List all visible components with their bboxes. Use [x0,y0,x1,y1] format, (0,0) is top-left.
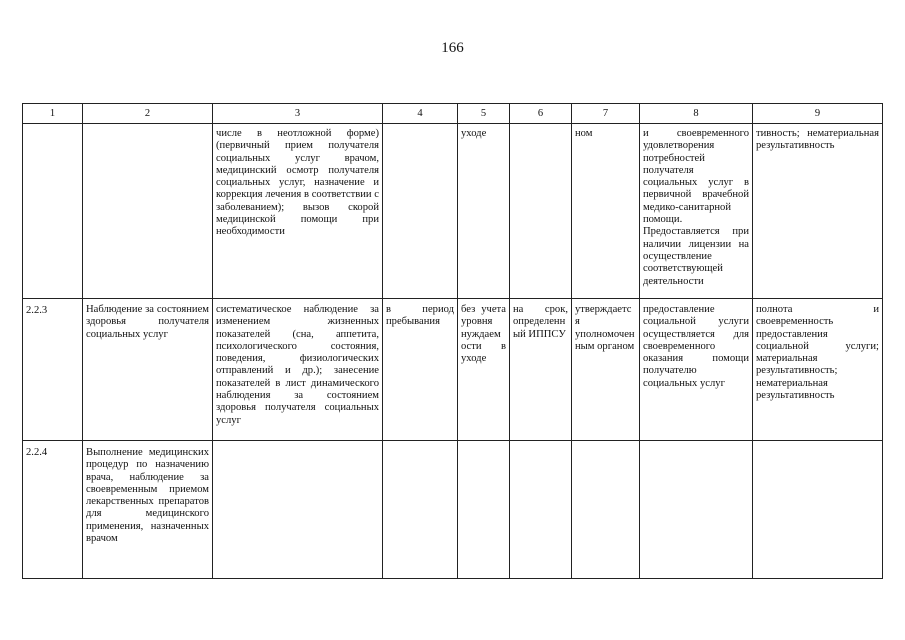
page-number: 166 [441,40,464,56]
service-period [383,441,458,579]
service-name: Наблюдение за состоянием здоровья получателя социальных услуг [83,299,213,441]
header-col-9: 9 [753,104,883,124]
header-col-7: 7 [572,104,640,124]
service-tariff: ном [572,124,640,299]
service-period: в период пребывания [383,299,458,441]
service-quality: тивность; нематериальная результативность [753,124,883,299]
service-term [510,441,572,579]
header-col-3: 3 [213,104,383,124]
row-number: 2.2.4 [23,441,83,579]
service-name: Выполнение медицинских процедур по назначению врача, наблюдение за своевременным приемом лекарственных препаратов для медицинского применения, назначенных врачом [83,441,213,579]
table-row [23,441,883,579]
service-name [83,124,213,299]
header-col-1: 1 [23,104,83,124]
service-description: систематическое наблюдение за изменением жизненных показателей (сна, аппетита, психологического состояния, поведения, физиологических отправлений и др.); занесение показателей в лист динамического наблюдения за состоянием здоровья получателя социальных услуг [213,299,383,441]
header-row [23,104,883,124]
service-tariff: утверждается уполномоченным органом [572,299,640,441]
service-description [213,441,383,579]
table-row [23,299,883,441]
table-row [23,124,883,299]
service-period [383,124,458,299]
service-quality: полнота и своевременность предоставления социальной услуги; материальная результативность; нематериальная результативность [753,299,883,441]
service-need-level: уходе [458,124,510,299]
service-conditions: предоставление социальной услуги осуществляется для своевременного оказания помощи получателю социальных услуг [640,299,753,441]
service-term: на срок, определенный ИППСУ [510,299,572,441]
service-quality [753,441,883,579]
header-col-8: 8 [640,104,753,124]
service-conditions: и своевременного удовлетворения потребностей получателя социальных услуг в первичной врачебной медико-санитарной помощи. Предоставляется при наличии лицензии на осуществление соответствующей деятельности [640,124,753,299]
header-col-6: 6 [510,104,572,124]
row-number [23,124,83,299]
service-term [510,124,572,299]
service-need-level: без учета уровня нуждаемости в уходе [458,299,510,441]
service-need-level [458,441,510,579]
header-col-5: 5 [458,104,510,124]
service-tariff [572,441,640,579]
service-description: числе в неотложной форме) (первичный прием получателя социальных услуг врачом, медицинский осмотр получателя социальных услуг, назначение и коррекция лечения в соответствии с заболеванием); вызов скорой медицинской помощи при необходимости [213,124,383,299]
header-col-4: 4 [383,104,458,124]
service-conditions [640,441,753,579]
row-number: 2.2.3 [23,299,83,441]
header-col-2: 2 [83,104,213,124]
services-table [22,103,883,579]
